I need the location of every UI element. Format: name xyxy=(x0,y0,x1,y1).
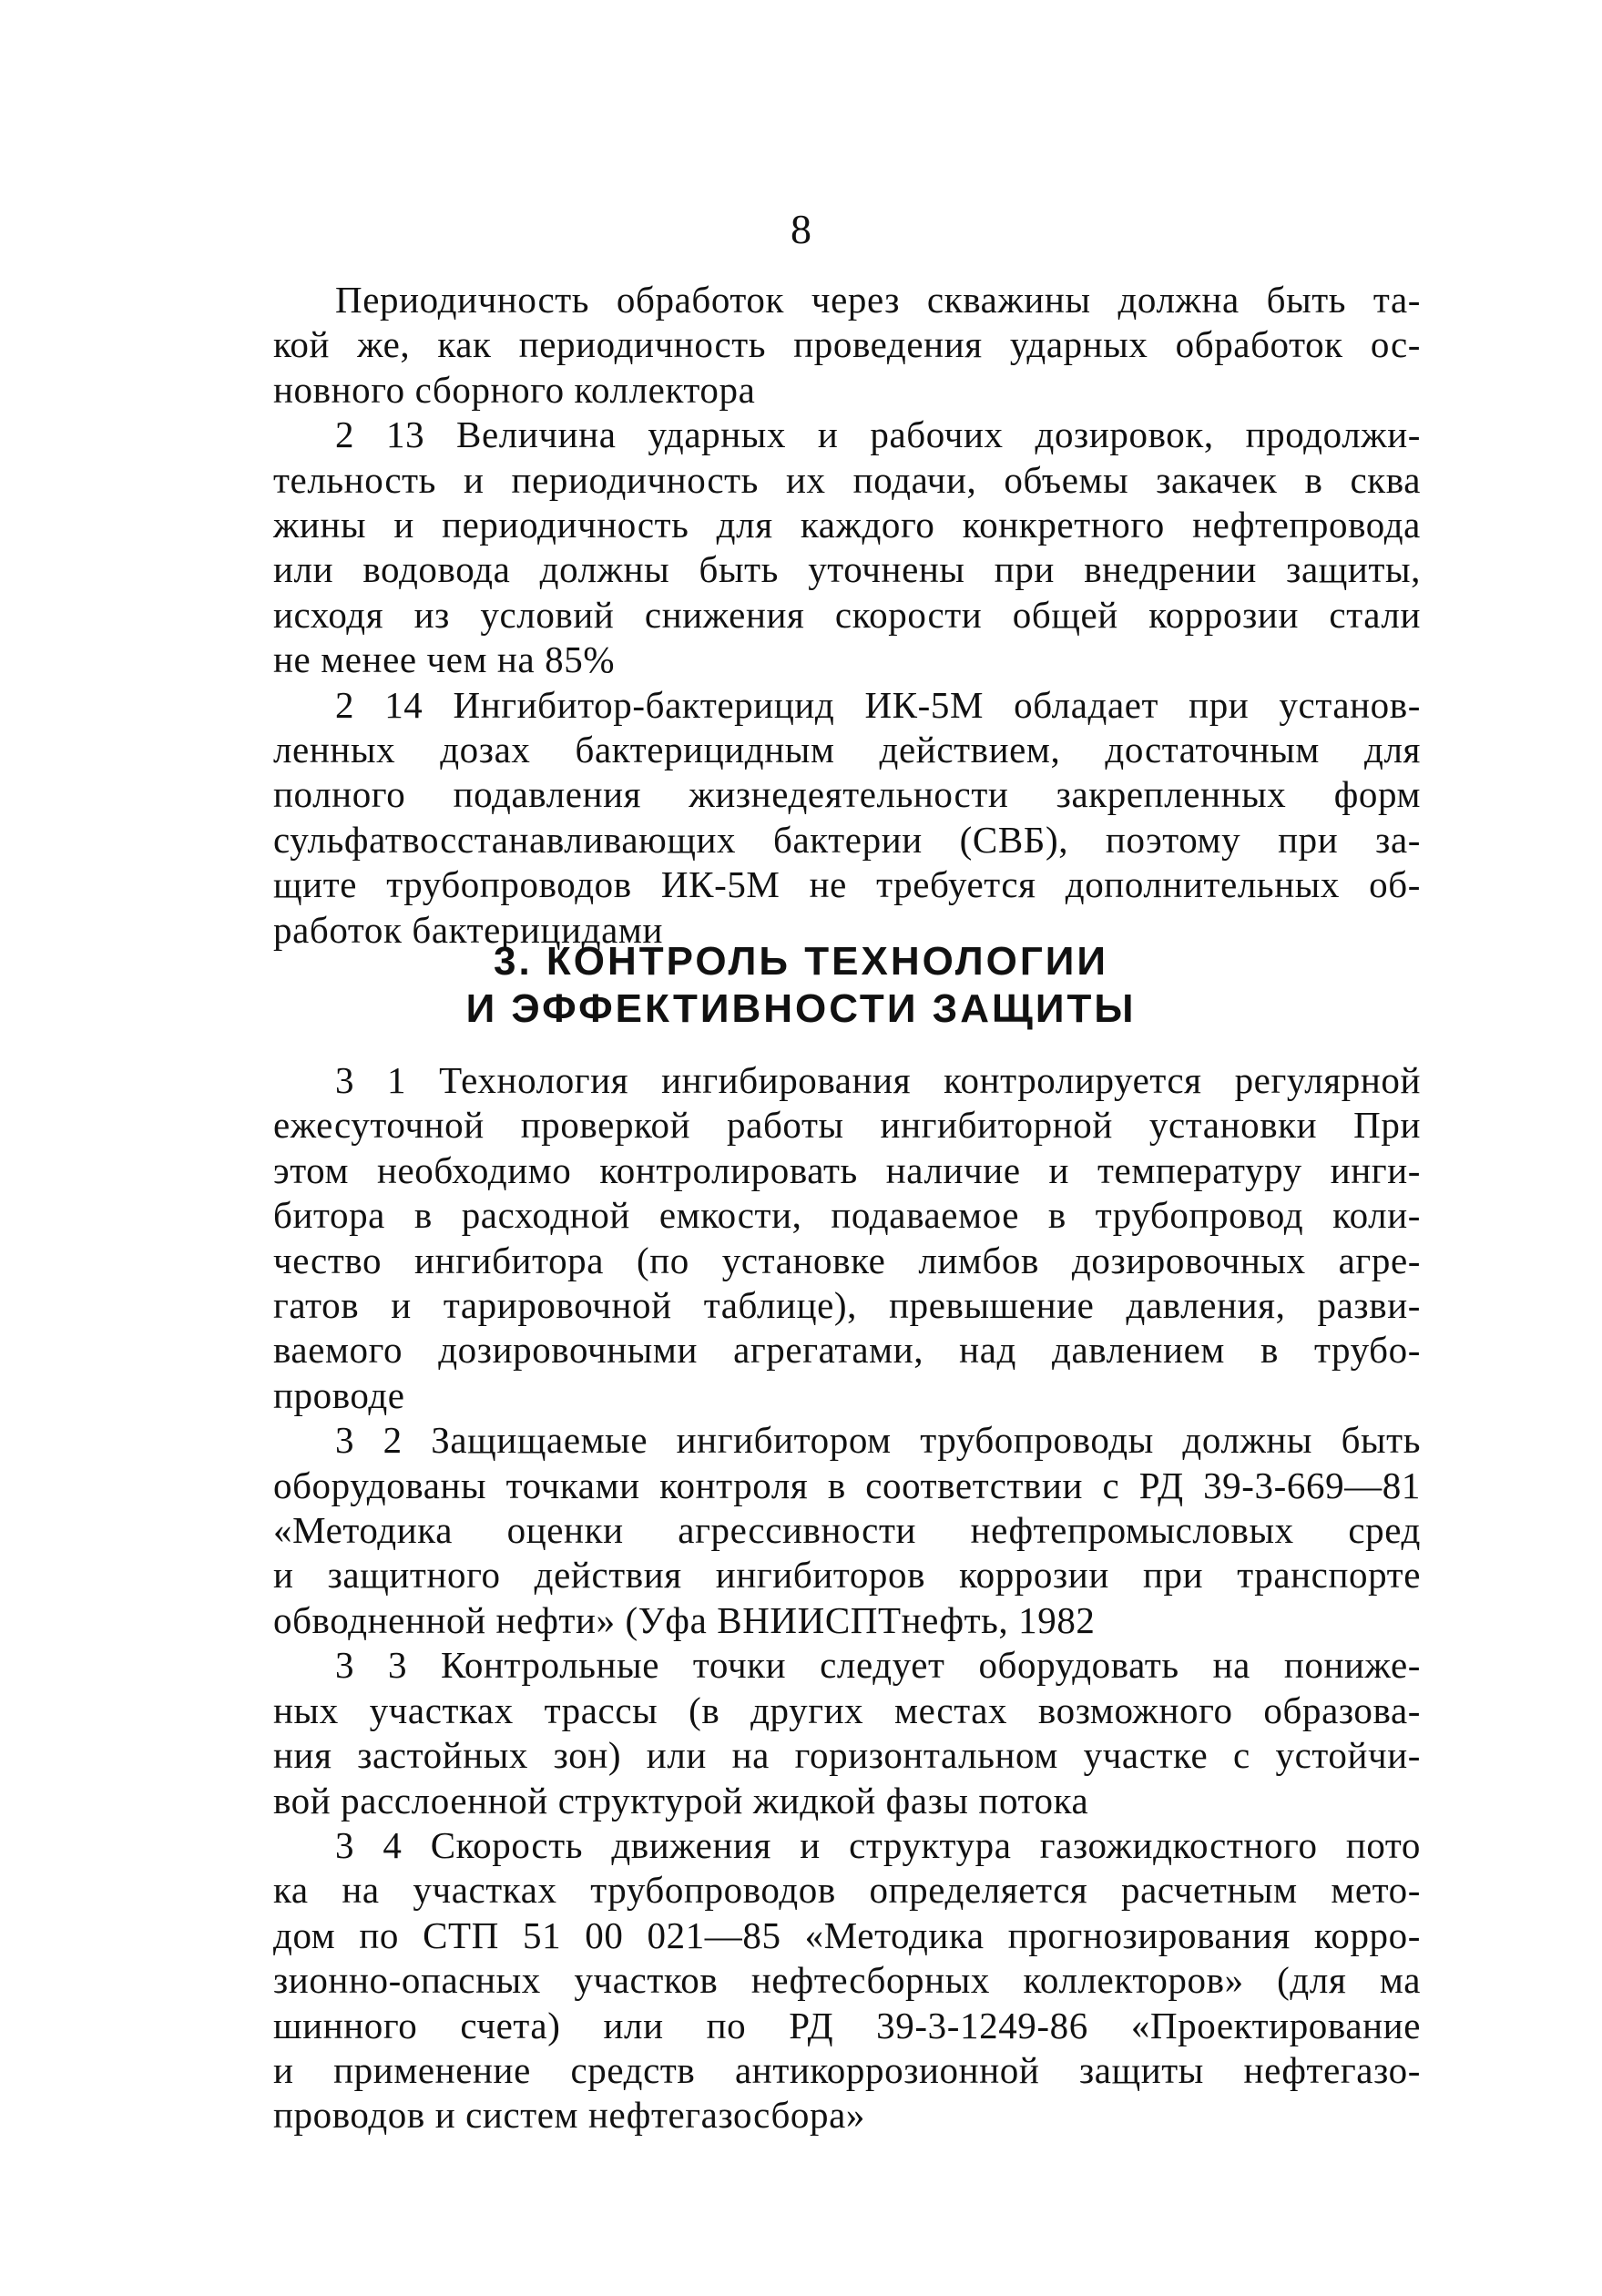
text-line: зионно-опасных участков нефтесборных коллекторов» (для ма xyxy=(273,1959,1421,2002)
text-line: Периодичность обработок через скважины должна быть та- xyxy=(335,279,1421,321)
section-heading xyxy=(0,938,1602,1033)
text-line: новного сборного коллектора xyxy=(273,368,756,411)
text-block-section-3 xyxy=(273,1058,1421,2138)
text-line: тельность и периодичность их подачи, объемы закачек в сква xyxy=(273,458,1421,501)
text-line: исходя из условий снижения скорости общей коррозии стали xyxy=(273,593,1421,636)
page-number: 8 xyxy=(791,206,811,252)
text-line: обводненной нефти» (Уфа ВНИИСПТнефть, 1982 xyxy=(273,1598,1096,1641)
text-line: и защитного действия ингибиторов коррозии при транспорте xyxy=(273,1554,1421,1597)
text-line: ваемого дозировочными агрегатами, над давлением в трубо- xyxy=(273,1329,1421,1372)
text-line: проводе xyxy=(273,1373,405,1416)
text-line: вой расслоенной структурой жидкой фазы потока xyxy=(273,1779,1089,1821)
text-line: полного подавления жизнедеятельности закрепленных форм xyxy=(273,773,1421,816)
text-line: гатов и тарировочной таблице), превышение давления, разви- xyxy=(273,1284,1421,1327)
text-line: 3 3 Контрольные точки следует оборудовать на пониже- xyxy=(335,1644,1421,1687)
text-line: 2 13 Величина ударных и рабочих дозировок, продолжи- xyxy=(335,413,1421,456)
text-line: ежесуточной проверкой работы ингибиторной установки При xyxy=(273,1104,1421,1147)
text-line: кой же, как периодичность проведения ударных обработок ос- xyxy=(273,323,1421,366)
text-line: чество ингибитора (по установке лимбов дозировочных агре- xyxy=(273,1239,1421,1281)
text-line: ных участках трассы (в других местах возможного образова- xyxy=(273,1689,1421,1731)
text-line: ленных дозах бактерицидным действием, достаточным для xyxy=(273,729,1421,771)
section-heading-line-2: И ЭФФЕКТИВНОСТИ ЗАЩИТЫ xyxy=(465,986,1137,1031)
text-block-section-2 xyxy=(273,278,1421,953)
section-heading-line-1: 3. КОНТРОЛЬ ТЕХНОЛОГИИ xyxy=(493,939,1109,984)
text-line: 3 4 Скорость движения и структура газожидкостного пото xyxy=(335,1823,1421,1866)
text-line: и применение средств антикоррозионной защиты нефтегазо- xyxy=(273,2048,1421,2091)
text-line: шинного счета) или по РД 39-3-1249-86 «Проектирование xyxy=(273,2004,1421,2046)
text-line: оборудованы точками контроля в соответствии с РД 39-3-669—81 xyxy=(273,1464,1421,1506)
text-line: битора в расходной емкости, подаваемое в трубопровод коли- xyxy=(273,1194,1421,1237)
text-line: этом необходимо контролировать наличие и температуру инги- xyxy=(273,1148,1421,1191)
text-line: щите трубопроводов ИК-5М не требуется дополнительных об- xyxy=(273,863,1421,906)
text-line: «Методика оценки агрессивности нефтепромысловых сред xyxy=(273,1509,1421,1552)
text-line: 2 14 Ингибитор-бактерицид ИК-5М обладает при установ- xyxy=(335,683,1421,726)
text-line: работок бактерицидами xyxy=(273,908,663,951)
text-line: ка на участках трубопроводов определяется расчетным мето- xyxy=(273,1869,1421,1912)
text-line: 3 2 Защищаемые ингибитором трубопроводы должны быть xyxy=(335,1419,1421,1462)
text-line: не менее чем на 85% xyxy=(273,638,616,681)
text-line: проводов и систем нефтегазосбора» xyxy=(273,2094,866,2137)
text-line: 3 1 Технология ингибирования контролируется регулярной xyxy=(335,1059,1421,1101)
text-line: ния застойных зон) или на горизонтальном участке с устойчи- xyxy=(273,1734,1421,1777)
text-line: жины и периодичность для каждого конкретного нефтепровода xyxy=(273,504,1421,546)
text-line: сульфатвосстанавливающих бактерии (СВБ), поэтому при за- xyxy=(273,818,1421,861)
text-line: дом по СТП 51 00 021—85 «Методика прогнозирования корро- xyxy=(273,1913,1421,1956)
text-line: или водовода должны быть уточнены при внедрении защиты, xyxy=(273,548,1421,591)
